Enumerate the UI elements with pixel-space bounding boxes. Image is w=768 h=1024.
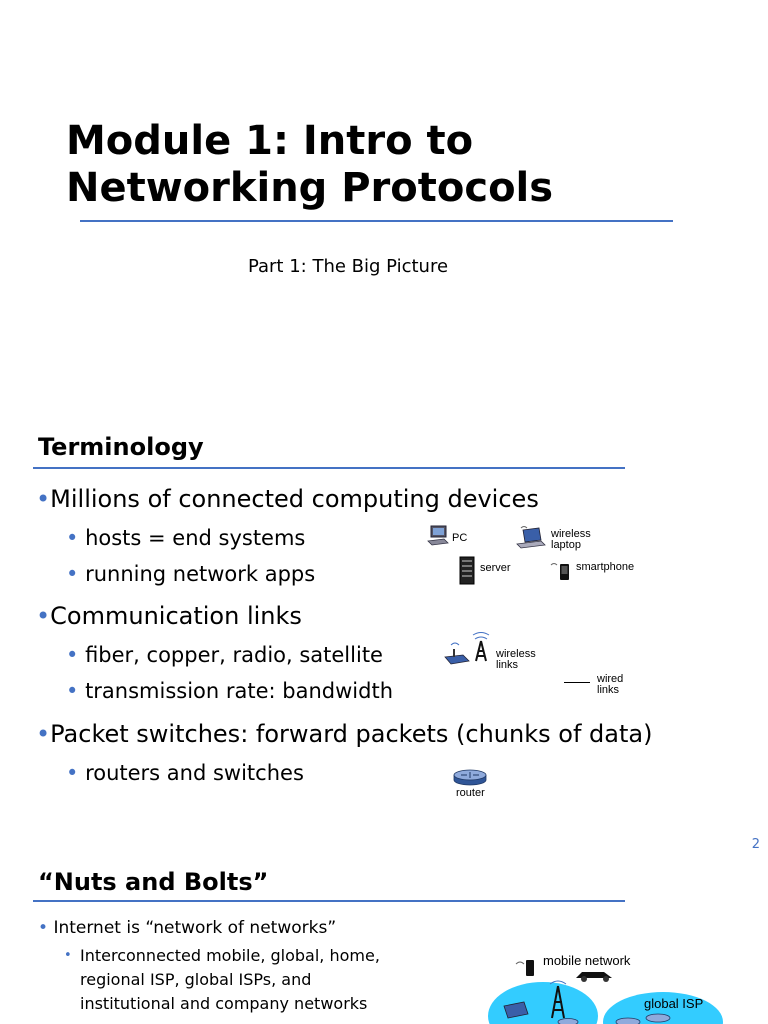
mobile-network-cloud bbox=[488, 982, 598, 1024]
list-item: •Communication links bbox=[36, 602, 302, 630]
title-line-1: Module 1: Intro to bbox=[66, 118, 474, 164]
wireless-laptop-label: wireless laptop bbox=[551, 528, 591, 551]
terminology-heading: Terminology bbox=[38, 433, 204, 461]
router-icon bbox=[616, 1018, 640, 1024]
page-number: 2 bbox=[751, 837, 760, 852]
list-item: •Millions of connected computing devices bbox=[36, 485, 539, 513]
smartphone-icon bbox=[516, 960, 534, 976]
title-underline bbox=[80, 220, 673, 222]
router-icon bbox=[646, 1014, 670, 1022]
wireless-laptop-icon bbox=[515, 524, 547, 550]
slide-subtitle: Part 1: The Big Picture bbox=[247, 256, 449, 277]
pc-icon bbox=[426, 525, 450, 547]
router-icon bbox=[558, 1019, 578, 1024]
server-icon bbox=[458, 556, 476, 586]
nuts-and-bolts-underline bbox=[33, 900, 625, 902]
slide-title bbox=[66, 118, 706, 212]
mobile-network-label: mobile network bbox=[543, 953, 631, 968]
smartphone-label: smartphone bbox=[576, 561, 635, 573]
nuts-and-bolts-heading: “Nuts and Bolts” bbox=[38, 868, 269, 896]
smartphone-icon bbox=[550, 560, 572, 582]
list-item: • Interconnected mobile, global, home, regional ISP, global ISPs, and institutional and company networks bbox=[64, 946, 380, 1013]
router-icon bbox=[452, 769, 488, 787]
list-item: • hosts = end systems bbox=[66, 526, 306, 550]
list-item: • transmission rate: bandwidth bbox=[66, 679, 394, 703]
list-item: • running network apps bbox=[66, 562, 316, 586]
global-isp-label: global ISP bbox=[644, 996, 704, 1011]
title-line-2: Networking Protocols bbox=[66, 165, 554, 211]
wireless-access-point-icon bbox=[443, 631, 495, 671]
wired-links-label: wired links bbox=[597, 673, 624, 696]
wireless-links-label: wireless links bbox=[496, 648, 536, 671]
list-item: •Packet switches: forward packets (chunks of data) bbox=[36, 720, 653, 748]
pc-label: PC bbox=[452, 532, 468, 544]
list-item: • fiber, copper, radio, satellite bbox=[66, 643, 383, 667]
wired-link-line bbox=[564, 682, 590, 683]
router-label: router bbox=[456, 787, 485, 799]
server-label: server bbox=[480, 562, 511, 574]
list-item: • routers and switches bbox=[66, 761, 304, 785]
terminology-underline bbox=[33, 467, 625, 469]
list-item: • Internet is “network of networks” bbox=[38, 918, 337, 938]
